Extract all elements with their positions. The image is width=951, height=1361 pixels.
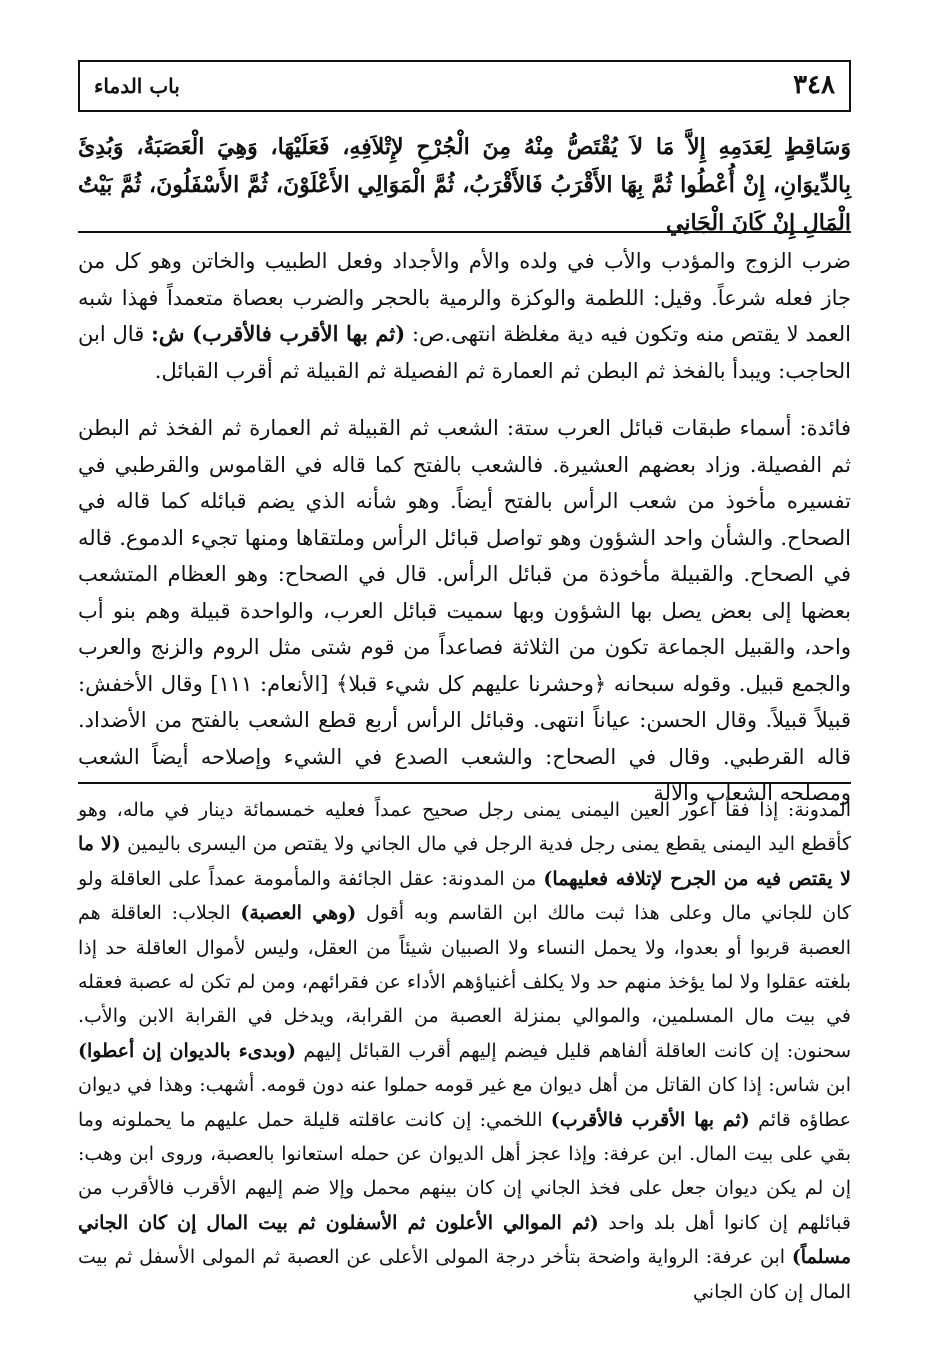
quoted-matn: (ثم بها الأقرب فالأقرب) xyxy=(550,1108,750,1131)
footnote-text: من المدونة: عقل الجائفة والمأمومة عمداً على العاقلة ولو كان للجاني مال وعلى هذا ثبت مالك ابن القاسم وبه أقول xyxy=(78,867,851,925)
footnote-text: ابن عرفة: الرواية واضحة بتأخر درجة المولى الأعلى عن العصبة ثم المولى الأسفل ثم بيت المال إن كان الجاني xyxy=(78,1246,851,1303)
quoted-matn: (وبدىء بالديوان إن أعطوا) xyxy=(78,1039,296,1062)
footnote-text: ابن شاس: إذا كان القاتل من أهل ديوان مع غير قومه حملوا عنه دون قومه. أشهب: وهذا في ديوان عطاؤه قائم xyxy=(78,1074,851,1131)
divider-matn xyxy=(78,231,851,233)
quoted-matn: (وهي العصبة) xyxy=(240,902,357,925)
footnote-text: اللخمي: إن كانت عاقلته قليلة حمل عليهم ما يحملونه وما بقي على بيت المال. ابن عرفة: وإذا عجز أهل الديوان عن حمله استعانوا بالعصبة، وروى ابن وهب: إن لم يكن ديوان جعل على فخذ الجاني إن كان بينهم محمل وإلا ضم إليهم الأقرب فالأقرب من قبائلهم إن كانوا أهل بلد واحد xyxy=(78,1108,851,1234)
commentary-paragraph-2 xyxy=(78,410,851,812)
footnote-text: المدونة: إذا فقأ أعور العين اليمنى يمنى رجل صحيح عمداً فعليه خمسمائة دينار في ماله، وهو كأقطع اليد اليمنى يقطع يمنى رجل فدية الرجل في مال الجاني ولا يقتص من اليسرى باليمين xyxy=(78,799,851,856)
commentary-text: قال ابن الحاجب: ويبدأ بالفخذ ثم البطن ثم العمارة ثم الفصيلة ثم القبيلة ثم أقرب القبائل. xyxy=(78,322,851,383)
matn-text xyxy=(78,128,851,242)
divider-footnote xyxy=(78,782,851,784)
commentary-paragraph-1 xyxy=(78,243,851,389)
matn-paragraph: وَسَاقِطٍ لِعَدَمِهِ إِلاَّ مَا لاَ يُقْتَصُّ مِنْهُ مِنَ الْجُرْحِ لإِتْلاَفِهِ، فَعَلَيْهَا، وَهِيَ الْعَصَبَةُ، وَبُدِئَ بِالدِّيوَانِ، إِنْ أُعْطُوا ثُمَّ بِهَا الأَقْرَبُ فَالأَقْرَبُ، ثُمَّ الْمَوَالِي الأَعْلَوْنَ، ثُمَّ الأَسْفَلُونَ، ثُمَّ بَيْتُ الْمَالِ إِنْ كَانَ الْجَانِي xyxy=(78,134,851,236)
quoted-matn: (ثم بها الأقرب فالأقرب) ش: xyxy=(151,321,406,346)
footnote-text: الجلاب: العاقلة هم العصبة قربوا أو بعدوا، ولا يحمل النساء ولا الصبيان شيئاً من العقل، وليس لأموال العاقلة حد إذا بلغته عقلوا ولا لما يؤخذ منهم حد ولا يكلف أغنياؤهم الأداء عن فقرائهم، ومن لم تكن له عصبة فعقله في بيت مال المسلمين، والموالي بمنزلة العصبة من القرابة، ويدخل في القرابة الابن والأب. سحنون: إن كانت العاقلة ألفاهم قليل فيضم إليهم أقرب القبائل إليهم xyxy=(78,902,851,1062)
fa-ida-paragraph: فائدة: أسماء طبقات قبائل العرب ستة: الشعب ثم القبيلة ثم العمارة ثم الفخذ ثم البطن ثم الفصيلة. وزاد بعضهم العشيرة. فالشعب بالفتح كما قاله في القاموس والقرطبي في تفسيره مأخوذ من شعب الرأس بالفتح أيضاً. وهو شأنه الذي يضم قبائله كما قاله في الصحاح. والشأن واحد الشؤون وهو تواصل قبائل الرأس وملتقاها ومنها تجيء الدموع. قاله في الصحاح. والقبيلة مأخوذة من قبائل الرأس. قال في الصحاح: وهو العظام المتشعب بعضها إلى بعض يصل بها الشؤون وبها سميت قبائل العرب، والواحدة قبيلة وهم بنو أب واحد، والقبيل الجماعة تكون من الثلاثة فصاعداً من قوم شتى مثل الروم والزنج والعرب والجمع قبيل. وقوله سبحانه ﴿وحشرنا عليهم كل شيء قبلا﴾ [الأنعام: ١١١] وقال الأخفش: قبيلاً قبيلاً. وقال الحسن: عياناً انتهى. وقبائل الرأس أربع قطع الشعب بالفتح من الأضداد. قاله القرطبي. وقال في الصحاح: والشعب الصدع في الشيء وإصلاحه أيضاً الشعب ومصلحه الشعاب والآلة xyxy=(78,416,851,805)
commentary-text: ضرب الزوج والمؤدب والأب في ولده والأم والأجداد وفعل الطبيب والخاتن وهو كل من جاز فعله شرعاً. وقيل: اللطمة والوكزة والرمية بالحجر والضرب بعصاة متعمداً فهذا شبه العمد لا يقتص منه وتكون فيه دية مغلظة انتهى.ص: xyxy=(78,249,851,346)
page-header xyxy=(78,60,851,112)
chapter-title: باب الدماء xyxy=(94,74,180,98)
quoted-matn: (ثم الموالي الأعلون ثم الأسفلون ثم بيت المال إن كان الجاني مسلماً) xyxy=(78,1211,851,1269)
quoted-matn: (لا ما لا يقتص فيه من الجرح لإتلافه فعليهما) xyxy=(78,833,851,890)
page-number: ٣٤٨ xyxy=(793,70,835,100)
footnote-section xyxy=(78,793,851,1309)
